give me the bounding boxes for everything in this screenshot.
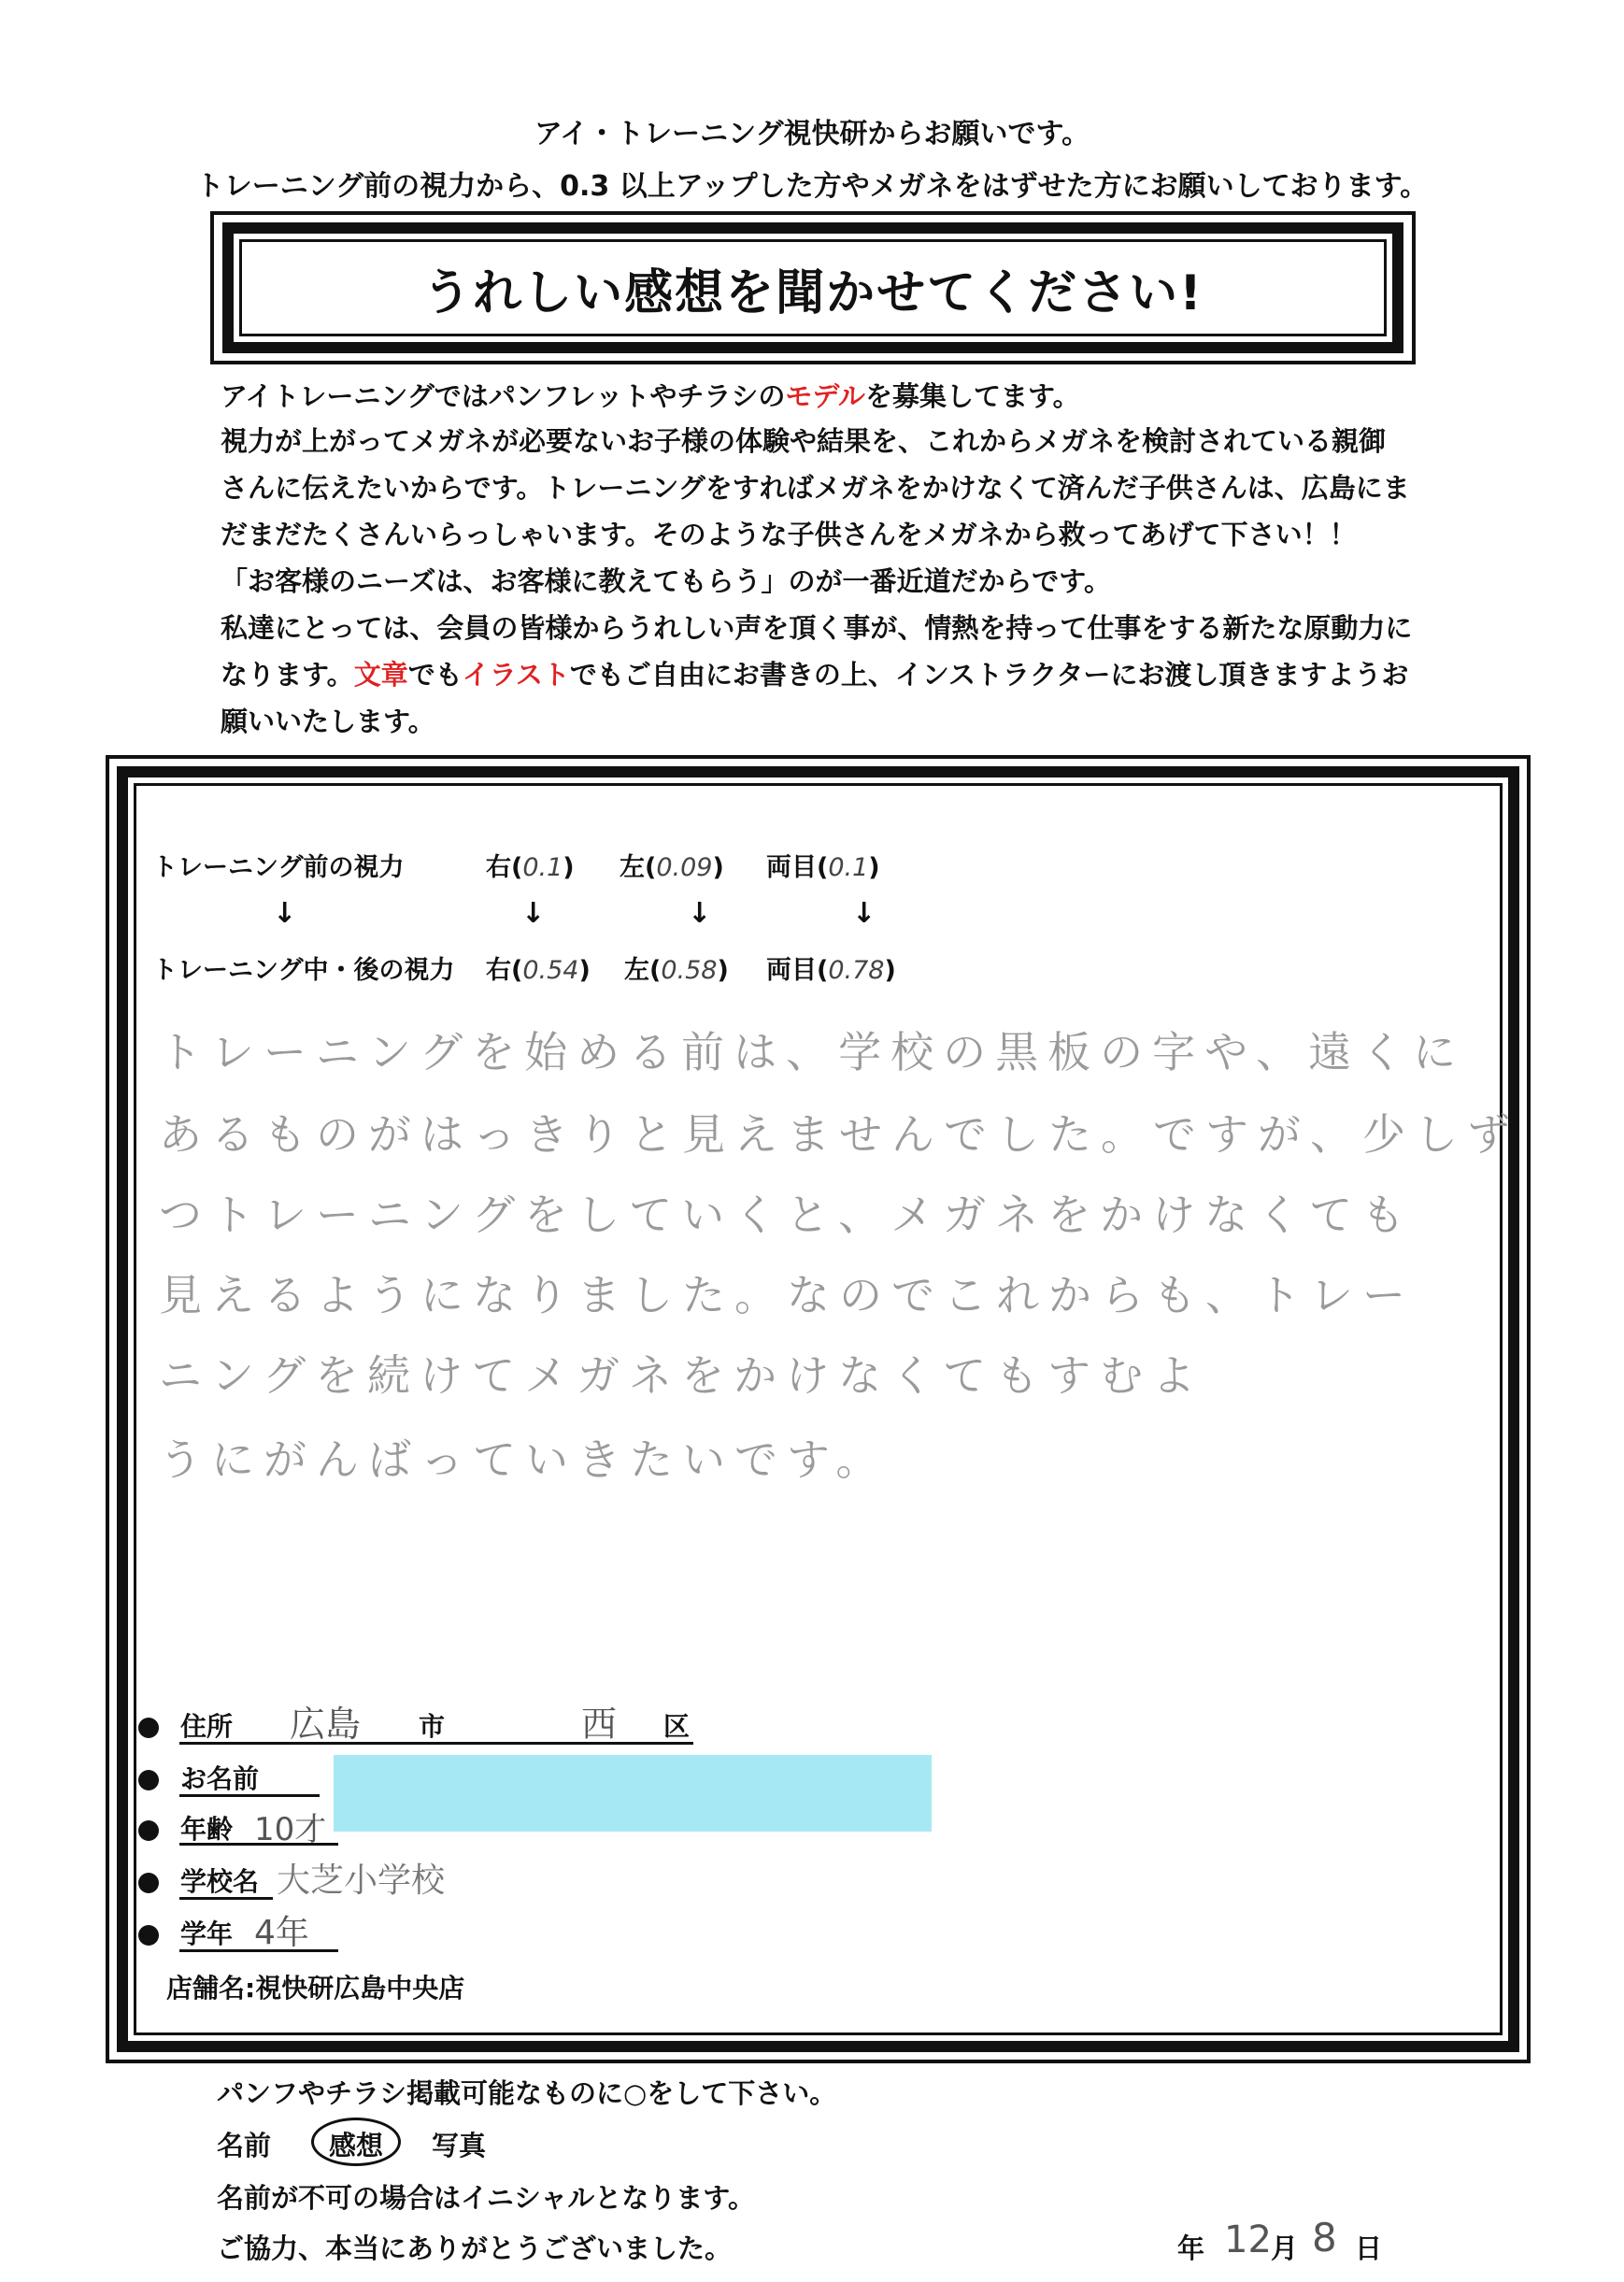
intro-line-6: 私達にとっては、会員の皆様からうれしい声を頂く事が、情熱を持って仕事をする新たな原動力に — [221, 612, 1413, 644]
vision-after-row — [152, 949, 454, 986]
right-eye-label: 右 — [486, 956, 511, 985]
vision-after-label: トレーニング中・後の視力 — [152, 956, 455, 985]
school-label: 学校名 — [180, 1866, 260, 1897]
vision-after-left: 左(0.58) — [624, 956, 729, 985]
grade-underline — [179, 1949, 338, 1952]
age-value: 10才 — [254, 1811, 327, 1848]
school-underline — [179, 1897, 273, 1900]
header-condition-line: トレーニング前の視力から、0.3 以上アップした方やメガネをはずせた方にお願いしております。 — [195, 170, 1429, 203]
grade-value: 4年 — [254, 1914, 309, 1952]
intro-highlight-illustration: イラスト — [462, 659, 570, 691]
bullet-icon — [138, 1718, 159, 1738]
vision-before-left-value: 0.09 — [656, 853, 713, 882]
right-eye-label: 右 — [486, 853, 511, 882]
title-box — [239, 239, 1387, 336]
date-month-label: 月 — [1271, 2232, 1299, 2264]
arrow-down-icon: ↓ — [688, 897, 712, 930]
option-impression: 感想 — [329, 2130, 384, 2161]
intro-highlight-text: 文章 — [353, 659, 408, 691]
redacted-name-block — [334, 1755, 932, 1832]
essay-line-1: トレーニングを始める前は、学校の黒板の字や、遠くに — [159, 1027, 1466, 1077]
vision-before-label: トレーニング前の視力 — [152, 853, 405, 882]
left-eye-label: 左 — [620, 853, 645, 882]
intro-text: アイトレーニングではパンフレットやチラシの — [221, 380, 786, 412]
vision-after-right: 右(0.54) — [486, 956, 591, 985]
bullet-icon — [138, 1873, 159, 1893]
both-eyes-label: 両目 — [766, 853, 817, 882]
intro-line-2: 視力が上がってメガネが必要ないお子様の体験や結果を、これからメガネを検討されている親御 — [221, 425, 1387, 457]
address-label: 住所 — [180, 1711, 234, 1742]
age-label: 年齢 — [180, 1814, 234, 1845]
footer-instruction: パンフやチラシ掲載可能なものに○をして下さい。 — [217, 2077, 837, 2109]
essay-line-5: ニングを続けてメガネをかけなくてもすむよ — [159, 1350, 1205, 1401]
intro-line-1 — [221, 376, 1080, 414]
intro-text: を募集してます。 — [864, 380, 1080, 412]
vision-before-both-value: 0.1 — [828, 853, 869, 882]
essay-line-2: あるものがはっきりと見えませんでした。ですが、少しず — [159, 1109, 1519, 1160]
arrow-down-icon: ↓ — [273, 897, 297, 930]
left-eye-label: 左 — [624, 956, 649, 985]
vision-after-both: 両目(0.78) — [766, 956, 896, 985]
vision-after-right-value: 0.54 — [522, 956, 579, 985]
address-city-suffix: 市 — [419, 1711, 446, 1742]
store-name: 店舗名:視快研広島中央店 — [166, 1973, 465, 2004]
both-eyes-label: 両目 — [766, 956, 817, 985]
intro-line-8: 願いいたします。 — [221, 706, 435, 737]
grade-label: 学年 — [180, 1918, 234, 1949]
vision-before-both: 両目(0.1) — [766, 853, 880, 882]
essay-line-3: つトレーニングをしていくと、メガネをかけなくても — [159, 1190, 1415, 1240]
bullet-icon — [138, 1820, 159, 1841]
name-underline — [179, 1794, 320, 1797]
date-day-value: 8 — [1312, 2215, 1337, 2261]
bullet-icon — [138, 1770, 159, 1790]
arrow-down-icon: ↓ — [521, 897, 546, 930]
intro-line-4: だまだたくさんいらっしゃいます。そのような子供さんをメガネから救ってあげて下さい！！ — [221, 519, 1357, 550]
vision-before-right-value: 0.1 — [522, 853, 563, 882]
intro-text: でもご自由にお書きの上、インストラクターにお渡し頂きますようお — [569, 659, 1409, 691]
intro-line-3: さんに伝えたいからです。トレーニングをすればメガネをかけなくて済んだ子供さんは、広島にま — [221, 472, 1410, 504]
footer-thanks: ご協力、本当にありがとうございました。 — [217, 2232, 733, 2264]
address-city-value: 広島 — [290, 1704, 362, 1745]
essay-line-4: 見えるようになりました。なのでこれからも、トレー — [159, 1270, 1415, 1320]
page-title: うれしい感想を聞かせてください! — [422, 264, 1204, 321]
essay-line-6: うにがんばっていきたいです。 — [159, 1434, 889, 1485]
option-name: 名前 — [217, 2130, 272, 2161]
name-label: お名前 — [180, 1763, 260, 1794]
header-request-line: アイ・トレーニング視快研からお願いです。 — [534, 118, 1090, 150]
vision-before-row — [152, 847, 404, 883]
intro-text: でも — [407, 659, 463, 691]
intro-line-5: 「お客様のニーズは、お客様に教えてもらう」のが一番近道だからです。 — [221, 565, 1111, 597]
vision-after-both-value: 0.78 — [828, 956, 885, 985]
date-month-value: 12 — [1224, 2218, 1272, 2261]
vision-before-right: 右(0.1) — [486, 853, 575, 882]
intro-line-7 — [221, 654, 1408, 692]
arrow-down-icon: ↓ — [852, 897, 876, 930]
address-underline — [179, 1742, 693, 1745]
bullet-icon — [138, 1925, 159, 1946]
address-ward-suffix: 区 — [663, 1711, 691, 1742]
address-ward-value: 西 — [581, 1704, 618, 1745]
intro-text: なります。 — [221, 659, 354, 691]
age-underline — [179, 1843, 338, 1846]
date-year-label: 年 — [1177, 2232, 1205, 2264]
vision-before-left: 左(0.09) — [620, 853, 724, 882]
vision-after-left-value: 0.58 — [661, 956, 718, 985]
date-day-label: 日 — [1355, 2232, 1383, 2264]
school-value: 大芝小学校 — [277, 1861, 446, 1900]
intro-highlight-model: モデル — [785, 380, 865, 412]
footer-initial-note: 名前が不可の場合はイニシャルとなります。 — [217, 2182, 755, 2214]
option-photo: 写真 — [432, 2130, 487, 2161]
